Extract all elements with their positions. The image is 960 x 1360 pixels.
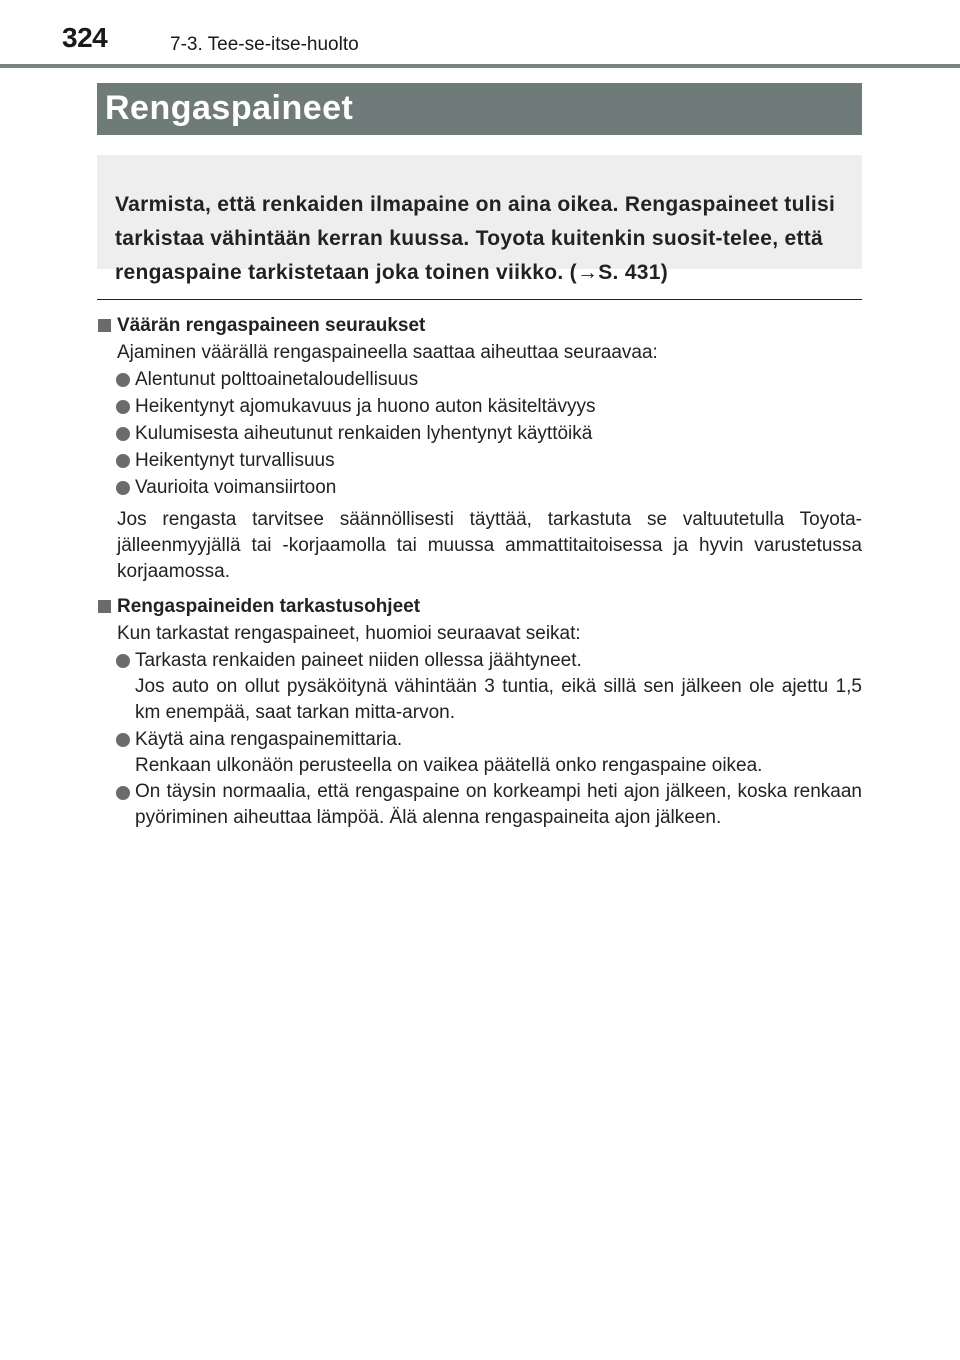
list-item-detail: Jos auto on ollut pysäköitynä vähintään 3 tuntia, eikä sillä sen jälkeen ole ajettu 1,5 km enempää, saat tarkan mitta-arvon. [135,676,862,723]
circle-bullet-icon [116,373,130,387]
list-item [97,447,862,474]
list-item-text: Alentunut polttoainetaloudellisuus [135,369,419,390]
circle-bullet-icon [116,400,130,414]
circle-bullet-icon [116,481,130,495]
list-item-text: Heikentynyt turvallisuus [135,450,335,471]
square-bullet-icon [98,600,111,613]
circle-bullet-icon [116,427,130,441]
list-item [97,393,862,420]
list-item-text: Vaurioita voimansiirtoon [135,477,337,498]
page-number: 324 [62,22,108,53]
section-label: 7-3. Tee-se-itse-huolto [170,34,359,55]
section-heading-text: Väärän rengaspaineen seuraukset [117,315,426,336]
section-lead: Ajaminen väärällä rengaspaineella saattaa aiheuttaa seuraavaa: [117,342,658,363]
section-heading [97,593,862,620]
list-item-text: Heikentynyt ajomukavuus ja huono auton käsiteltävyys [135,396,596,417]
list-item [97,474,862,501]
circle-bullet-icon [116,786,130,800]
list-item-text: Käytä aina rengaspainemittaria. [135,729,403,750]
list-item [97,779,862,831]
page-header [0,0,960,66]
title-bar [97,83,862,135]
circle-bullet-icon [116,733,130,747]
list-item-detail: Renkaan ulkonäön perusteella on vaikea päätellä onko rengaspaine oikea. [135,755,763,776]
square-bullet-icon [98,319,111,332]
list-item-text: Kulumisesta aiheutunut renkaiden lyhentynyt käyttöikä [135,423,593,444]
list-item-text: Tarkasta renkaiden paineet niiden ollessa jäähtyneet. [135,650,582,671]
header-rule [0,64,960,68]
content [97,312,862,831]
list-item-text: On täysin normaalia, että rengaspaine on korkeampi heti ajon jälkeen, koska renkaan pyöriminen aiheuttaa lämpöä. Älä alenna rengaspaineita ajon jälkeen. [135,781,862,828]
section-heading-text: Rengaspaineiden tarkastusohjeet [117,596,421,617]
section-lead: Kun tarkastat rengaspaineet, huomioi seuraavat seikat: [117,623,581,644]
section-note: Jos rengasta tarvitsee säännöllisesti täyttää, tarkastuta se valtuutetulla Toyota-jälleenmyyjällä tai -korjaamolla tai muussa ammattitaitoisessa ja hyvin varustetussa korjaamossa. [117,509,862,582]
intro-text: Varmista, että renkaiden ilmapaine on aina oikea. Rengaspaineet tulisi tarkistaa vähintään kerran kuussa. Toyota kuitenkin suosit-telee, että rengaspaine tarkistetaan joka toinen viikko. (→S. 431) [115,193,836,284]
divider [97,299,862,300]
intro-box [97,155,862,284]
list-item [97,647,862,726]
circle-bullet-icon [116,454,130,468]
list-item [97,366,862,393]
circle-bullet-icon [116,654,130,668]
page-title: Rengaspaineet [105,89,354,127]
list-item [97,420,862,447]
section-heading [97,312,862,339]
list-item [97,726,862,779]
